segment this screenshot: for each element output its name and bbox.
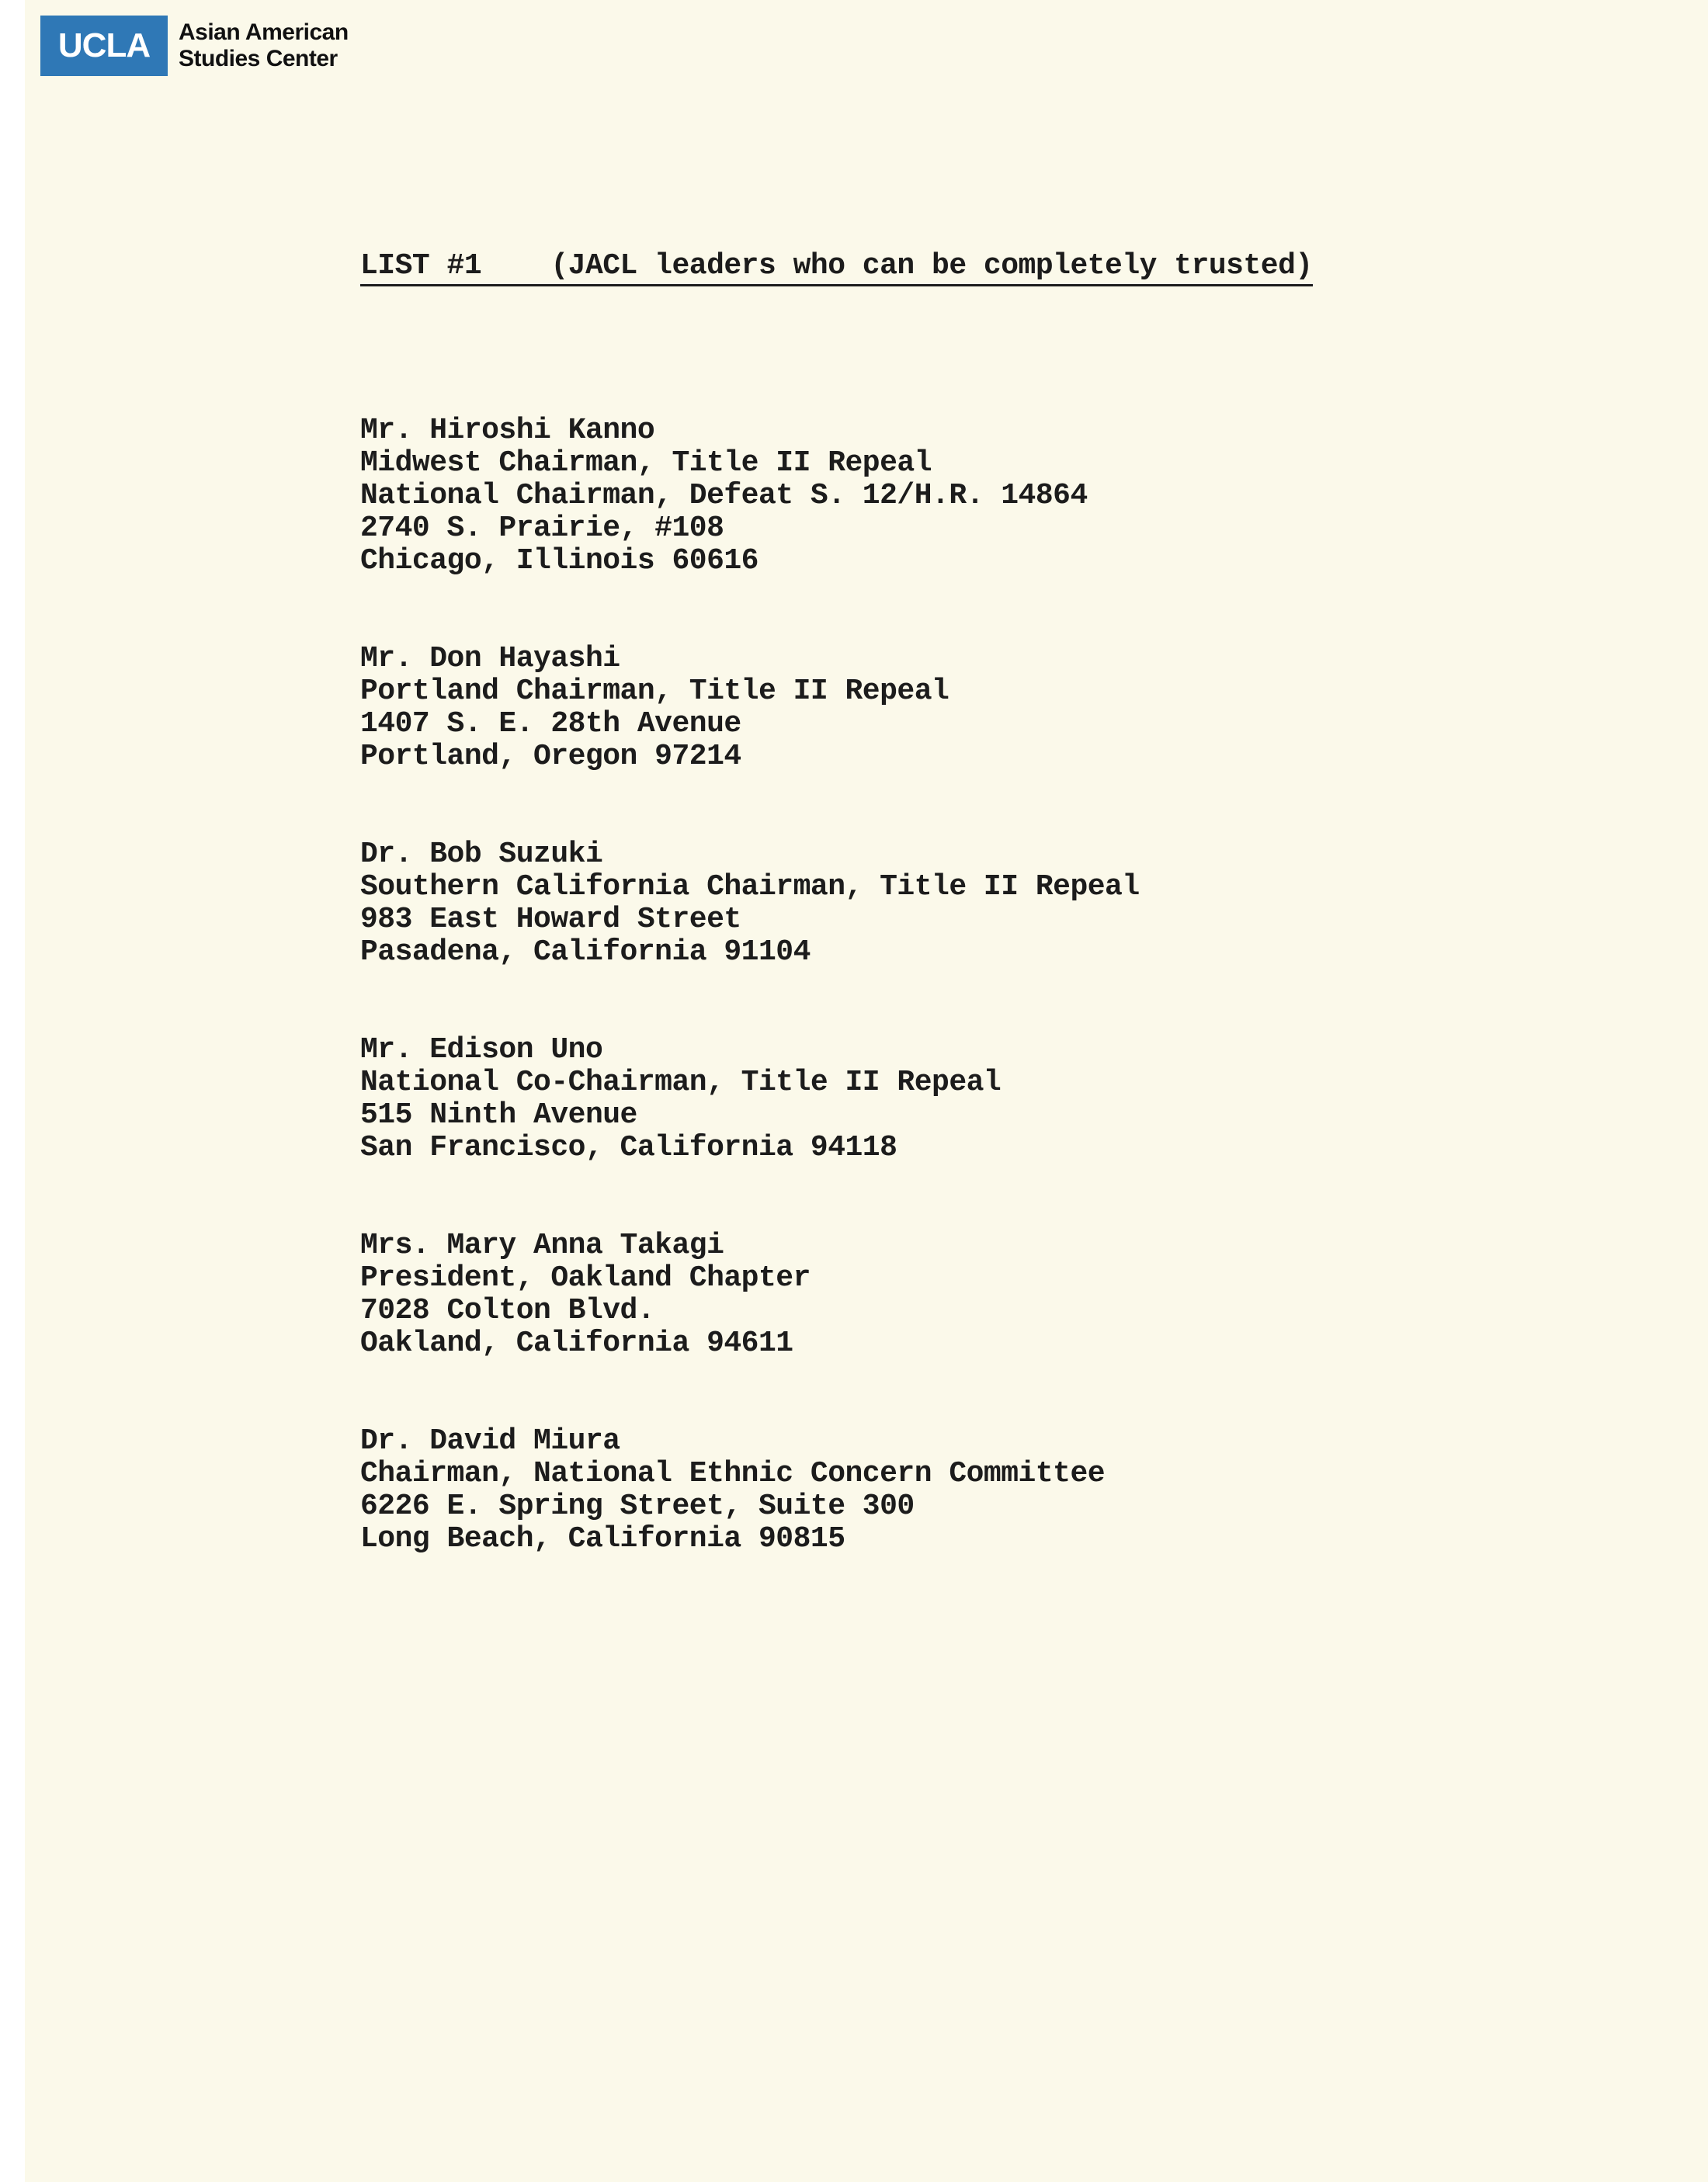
list-entry xyxy=(360,1230,1313,1360)
entry-line: Chairman, National Ethnic Concern Committee xyxy=(360,1457,1106,1490)
entry-name: Mrs. Mary Anna Takagi xyxy=(360,1229,724,1262)
entry-line: Southern California Chairman, Title II Repeal xyxy=(360,870,1140,904)
document-body xyxy=(360,250,1313,1556)
entry-line: National Chairman, Defeat S. 12/H.R. 14864 xyxy=(360,479,1088,512)
entry-line: Portland, Oregon 97214 xyxy=(360,740,741,773)
list-entry xyxy=(360,838,1313,969)
ucla-aasc-logo xyxy=(40,16,349,76)
entry-line: 6226 E. Spring Street, Suite 300 xyxy=(360,1490,915,1523)
entry-line: Pasadena, California 91104 xyxy=(360,935,811,969)
logo-text xyxy=(179,19,349,72)
entry-name: Dr. Bob Suzuki xyxy=(360,838,603,871)
logo-line-1: Asian American xyxy=(179,19,349,45)
list-entry xyxy=(360,643,1313,773)
entry-name: Dr. David Miura xyxy=(360,1424,620,1458)
entry-line: Midwest Chairman, Title II Repeal xyxy=(360,446,932,480)
entry-line: Oakland, California 94611 xyxy=(360,1327,793,1360)
entry-name: Mr. Edison Uno xyxy=(360,1033,603,1067)
entry-line: National Co-Chairman, Title II Repeal xyxy=(360,1066,1002,1099)
entry-line: 2740 S. Prairie, #108 xyxy=(360,512,724,545)
list-heading: LIST #1 (JACL leaders who can be completely trusted) xyxy=(360,250,1313,286)
logo-line-2: Studies Center xyxy=(179,46,338,71)
entry-line: Portland Chairman, Title II Repeal xyxy=(360,675,949,708)
entry-name: Mr. Don Hayashi xyxy=(360,642,620,675)
ucla-logo-mark: UCLA xyxy=(40,16,168,76)
entry-list xyxy=(360,415,1313,1556)
entry-name: Mr. Hiroshi Kanno xyxy=(360,414,655,447)
list-entry xyxy=(360,1425,1313,1556)
entry-line: President, Oakland Chapter xyxy=(360,1261,811,1295)
entry-line: San Francisco, California 94118 xyxy=(360,1131,897,1164)
entry-line: 1407 S. E. 28th Avenue xyxy=(360,707,741,741)
list-entry xyxy=(360,415,1313,578)
document-page xyxy=(25,0,1708,2182)
entry-line: 7028 Colton Blvd. xyxy=(360,1294,655,1327)
entry-line: 983 East Howard Street xyxy=(360,903,741,936)
list-entry xyxy=(360,1034,1313,1164)
entry-line: Long Beach, California 90815 xyxy=(360,1522,845,1556)
entry-line: 515 Ninth Avenue xyxy=(360,1098,637,1132)
entry-line: Chicago, Illinois 60616 xyxy=(360,544,759,578)
